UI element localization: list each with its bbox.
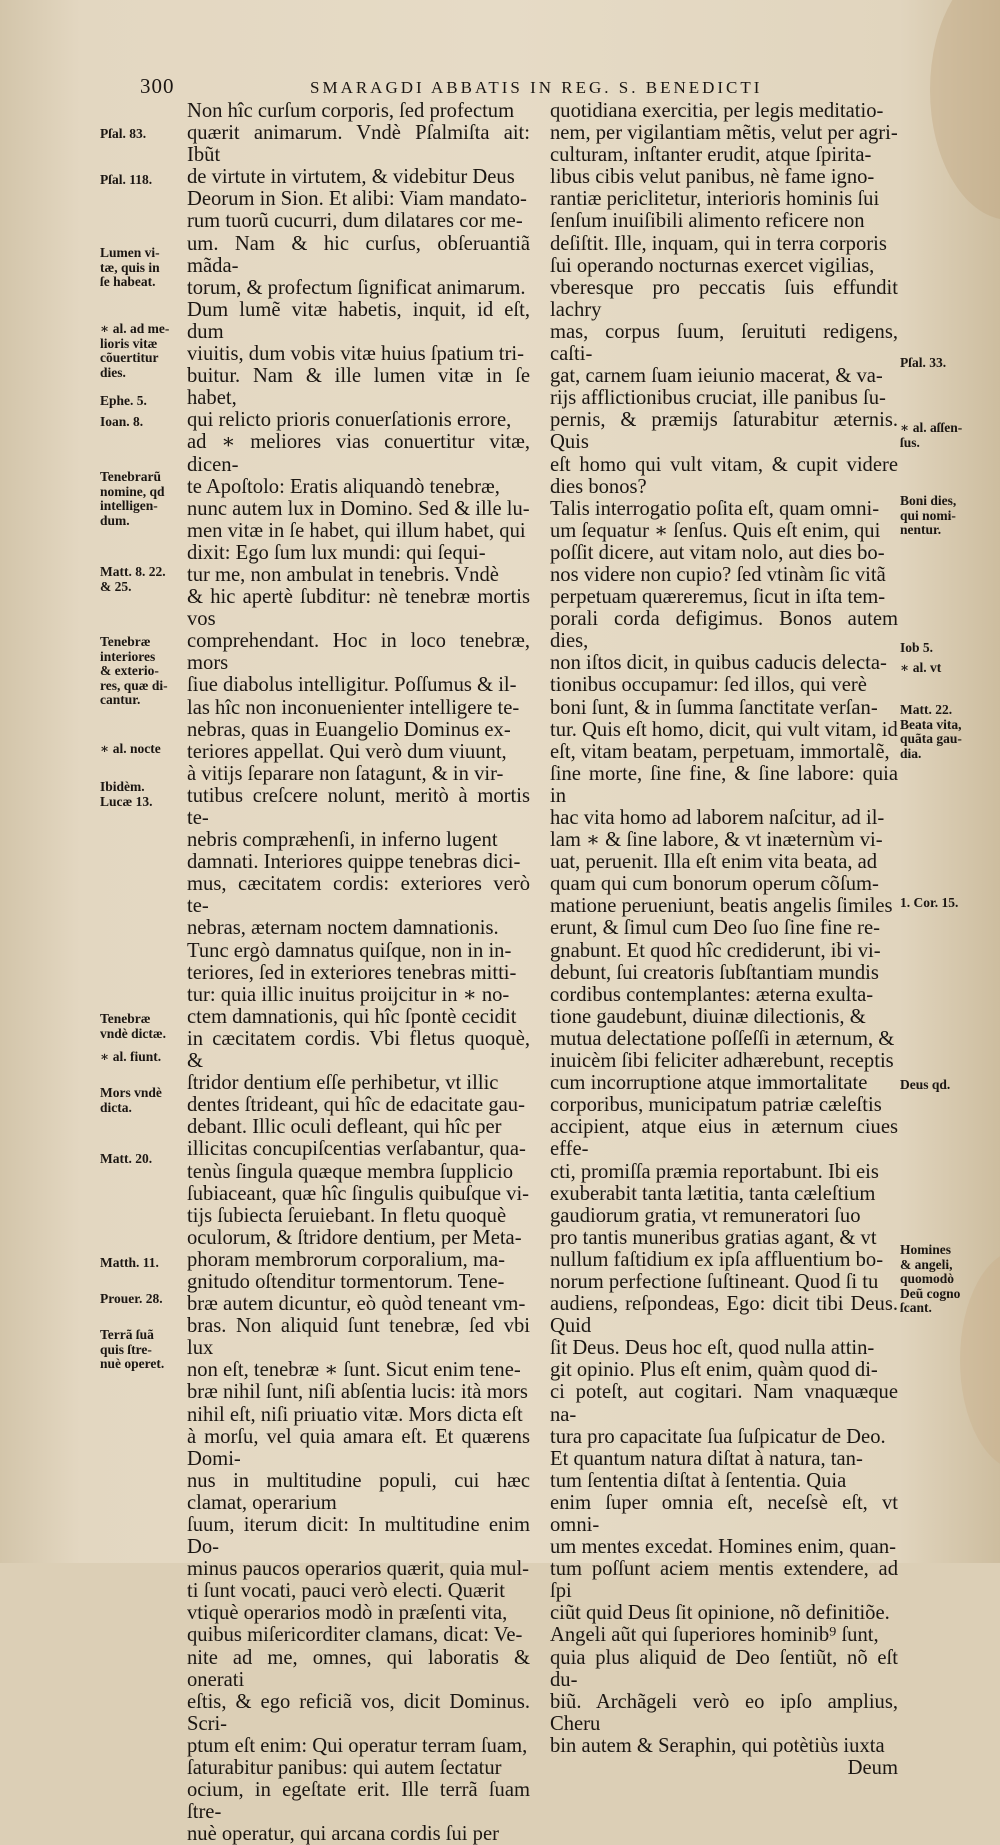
text-line: quia plus aliquid de Deo ſentiũt, nõ eſt du- xyxy=(550,1646,898,1691)
text-line: git opinio. Plus eſt enim, quàm quod di- xyxy=(550,1359,878,1382)
text-line: teriores appellat. Qui verò dum viuunt, xyxy=(187,740,507,763)
right-text-column xyxy=(550,100,898,1779)
text-line: vtiquè operarios modò in præſenti vita, xyxy=(187,1602,508,1625)
text-line: & hic apertè ſubditur: nè tenebræ mortis vos xyxy=(187,586,530,631)
text-line: tum ſententia diſtat à ſententia. Quia xyxy=(550,1469,847,1492)
text-line: ſubiaceant, quæ hîc ſingulis quibuſque vi- xyxy=(187,1182,530,1205)
text-line: dixit: Ego ſum lux mundi: qui ſequi- xyxy=(187,541,486,564)
text-line: gaudiorum gratia, vt remuneratori ſuo xyxy=(550,1204,861,1227)
text-line: mutua delectatione poſſeſſi in æternum, & xyxy=(550,1027,895,1050)
text-line: uat, peruenit. Illa eſt enim vita beata, ad xyxy=(550,851,878,874)
margin-note: Boni dies, qui nomi- nentur. xyxy=(900,493,957,537)
text-line: biũ. Archãgeli verò eo ipſo amplius, Cheru xyxy=(550,1690,898,1735)
text-line: te Apoſtolo: Eratis aliquandò tenebræ, xyxy=(187,475,500,498)
text-line: minus paucos operarios quærit, quia mul- xyxy=(187,1558,530,1581)
text-line: tenùs ſingula quæque membra ſupplicio xyxy=(187,1160,514,1183)
text-line: Tunc ergò damnatus quiſque, non in in- xyxy=(187,939,512,962)
text-line: ad ∗ meliores vias conuertitur vitæ, dicen- xyxy=(187,431,530,476)
margin-note: Pſal. 33. xyxy=(900,355,947,370)
text-line: ſtridor dentium eſſe perhibetur, vt illic xyxy=(187,1072,499,1095)
text-line: tione gaudebunt, diuinæ dilectionis, & xyxy=(550,1005,866,1028)
margin-note: Mors vndè dicta. xyxy=(100,1085,162,1115)
text-line: nebras, quas in Euangelio Dominus ex- xyxy=(187,718,511,741)
text-line: illicitas concupiſcentias verſabantur, qua- xyxy=(187,1138,526,1161)
margin-note: Pſal. 118. xyxy=(100,172,153,187)
text-line: viuitis, dum vobis vitæ huius ſpatium tri- xyxy=(187,343,524,366)
margin-note: Homines & angeli, quomodò Deũ cogno ſcant. xyxy=(900,1242,961,1315)
text-line: audiens, reſpondeas, Ego: dicit tibi Deus. Quid xyxy=(550,1293,898,1338)
text-line: boni ſunt, & in ſumma ſanctitate verſan- xyxy=(550,696,878,719)
text-line: quotidiana exercitia, per legis meditatio- xyxy=(550,100,884,122)
text-line: rantiæ periclitetur, interioris hominis ſui xyxy=(550,188,880,211)
text-line: Angeli aũt qui ſuperiores hominib⁹ ſunt, xyxy=(550,1624,879,1647)
text-line: deſiſtit. Ille, inquam, qui in terra corporis xyxy=(550,232,887,255)
text-line: las hîc non inconuenienter intelligere te- xyxy=(187,696,520,719)
text-line: eſt homo qui vult vitam, & cupit videre dies bonos? xyxy=(550,453,898,498)
text-line: comprehendant. Hoc in loco tenebræ, mors xyxy=(187,630,530,675)
text-line: enim ſuper omnia eſt, neceſsè eſt, vt omni- xyxy=(550,1491,898,1536)
margin-note: Matt. 8. 22. & 25. xyxy=(100,564,166,594)
text-line: tura pro capacitate ſua ſuſpicatur de Deo. xyxy=(550,1425,886,1448)
margin-note: Matth. 11. xyxy=(100,1255,159,1270)
text-line: mas, corpus ſuum, ſeruituti redigens, caſti- xyxy=(550,320,898,366)
margin-note: Terrã ſuã quis ſtre- nuè operet. xyxy=(100,1327,165,1371)
text-line: tutibus creſcere nolunt, meritò à mortis te- xyxy=(187,784,530,829)
text-line: de virtute in virtutem, & videbitur Deus xyxy=(187,166,515,189)
margin-note: Tenebrarũ nomine, qd intelligen- dum. xyxy=(100,469,165,528)
text-line: pernis, & præmijs ſaturabitur æternis. Quis xyxy=(550,409,898,454)
text-line: oculorum, & ſtridore dentium, per Meta- xyxy=(187,1226,522,1249)
text-line: ſit Deus. Deus hoc eſt, quod nulla attin- xyxy=(550,1337,875,1360)
text-line: debant. Illic oculi defleant, qui hîc per xyxy=(187,1116,502,1139)
text-line: men vitæ in ſe habet, qui illum habet, qui xyxy=(187,519,526,542)
margin-note: Tenebræ vndè dictæ. xyxy=(100,1011,167,1041)
text-line: nus in multitudine populi, cui hæc clamat, operarium xyxy=(187,1469,530,1514)
text-line: ctem damnationis, qui hîc ſpontè cecidit xyxy=(187,1005,517,1028)
text-line: in cæcitatem cordis. Vbi fletus quoquè, & xyxy=(187,1027,530,1073)
margin-note: Pſal. 83. xyxy=(100,126,147,141)
text-line: pro tantis muneribus gratias agant, & vt xyxy=(550,1226,877,1249)
margin-note: Matt. 20. xyxy=(100,1151,153,1166)
text-line: à morſu, vel quia amara eſt. Et quærens Domi- xyxy=(187,1425,530,1470)
text-line: phoram membrorum corporalium, ma- xyxy=(187,1248,505,1271)
margin-note: ∗ al. aſſen- ſus. xyxy=(900,420,963,450)
text-line: ciũt quid Deus ſit opinione, nõ definitiõe. xyxy=(550,1602,890,1625)
text-line: tur me, non ambulat in tenebris. Vndè xyxy=(187,563,499,586)
text-line: culturam, inſtanter erudit, atque ſpirita- xyxy=(550,144,872,167)
text-line: qui relicto prioris conuerſationis errore, xyxy=(187,409,512,432)
text-line: nebris compræhenſi, in inferno lugent xyxy=(187,829,498,852)
text-line: Dum lumẽ vitæ habetis, inquit, id eſt, dum xyxy=(187,298,530,343)
text-line: accipient, atque eius in æternum ciues effe- xyxy=(550,1116,898,1161)
text-line: porali corda defigimus. Bonos autem dies, xyxy=(550,608,898,653)
margin-note: ∗ al. vt xyxy=(900,660,942,675)
margin-note: Ibidèm. Lucæ 13. xyxy=(100,779,153,809)
running-title: SMARAGDI ABBATIS IN REG. S. BENEDICTI xyxy=(310,78,763,97)
text-line: norum perfectione ſuſtineant. Quod ſi tu xyxy=(550,1270,879,1293)
text-line: Talis interrogatio poſita eſt, quam omni- xyxy=(550,497,880,520)
text-line: Et quantum natura diſtat à natura, tan- xyxy=(550,1447,863,1470)
text-line: perpetuam quæreremus, ſicut in iſta tem- xyxy=(550,586,886,609)
margin-note: Tenebræ interiores & exterio- res, quæ di- cantur. xyxy=(100,634,168,707)
margin-note: Ephe. 5. xyxy=(100,393,147,408)
text-line: teriores, ſed in exteriores tenebras mitti- xyxy=(187,961,517,984)
text-line: gnitudo oſtenditur tormentorum. Tene- xyxy=(187,1270,505,1293)
text-line: quærit animarum. Vndè Pſalmiſta ait: Ibũt xyxy=(187,122,530,167)
text-line: tijs ſubiecta ſeruiebant. In fletu quoquè xyxy=(187,1204,507,1227)
text-line: lam ∗ & ſine labore, & vt inæternùm vi- xyxy=(550,829,883,852)
text-line: ti ſunt vocati, pauci verò electi. Quærit xyxy=(187,1580,505,1603)
text-line: gat, carnem ſuam ieiunio macerat, & va- xyxy=(550,365,883,388)
text-line: dentes ſtrideant, qui hîc de edacitate gau- xyxy=(187,1094,525,1117)
text-line: um ſequatur ∗ ſenſus. Quis eſt enim, qui xyxy=(550,519,881,542)
text-line: bin autem & Seraphin, qui potètiùs iuxta xyxy=(550,1734,885,1757)
text-line: mus, cæcitatem cordis: exteriores verò te- xyxy=(187,873,530,918)
margin-note: ∗ al. nocte xyxy=(100,741,161,756)
text-line: nem, per vigilantiam mẽtis, velut per agri- xyxy=(550,122,898,145)
text-line: ptum eſt enim: Qui operatur terram ſuam, xyxy=(187,1734,528,1757)
margin-note: Prouer. 28. xyxy=(100,1291,163,1306)
text-line: cordibus contemplantes: æterna exulta- xyxy=(550,983,874,1006)
text-line: exuberabit tanta lætitia, tanta cæleſtium xyxy=(550,1182,876,1205)
text-line: nihil eſt, niſi priuatio vitæ. Mors dicta eſt xyxy=(187,1403,523,1426)
text-line: tur: quia illic inuitus proijcitur in ∗ no- xyxy=(187,983,510,1006)
page-stain xyxy=(930,0,1000,220)
margin-note: Lumen vi- tæ, quis in ſe habeat. xyxy=(100,245,160,289)
text-line: ci poteſt, aut cogitari. Nam vnaquæque na- xyxy=(550,1381,898,1426)
text-line: nite ad me, omnes, qui laboratis & onerati xyxy=(187,1646,530,1691)
text-line: eſt, vitam beatam, perpetuam, immortalẽ, xyxy=(550,740,890,763)
text-line: quam qui cum bonorum operum cõſum- xyxy=(550,873,879,896)
margin-note: ∗ al. fiunt. xyxy=(100,1049,162,1064)
text-line: bræ autem dicuntur, eò quòd teneant vm- xyxy=(187,1293,526,1316)
text-line: cti, promiſſa præmia reportabunt. Ibi eis xyxy=(550,1160,879,1183)
text-line: non eſt, tenebræ ∗ ſunt. Sicut enim tene- xyxy=(187,1359,521,1382)
page-number: 300 xyxy=(140,74,175,98)
text-line: non iſtos dicit, in quibus caducis delecta- xyxy=(550,652,887,675)
text-line: um mentes excedat. Homines enim, quan- xyxy=(550,1536,896,1559)
text-line: quibus miſericorditer clamans, dicat: Ve- xyxy=(187,1624,523,1647)
text-line: tur. Quis eſt homo, dicit, qui vult vitam, id xyxy=(550,718,898,741)
text-line: buitur. Nam & ille lumen vitæ in ſe habet, xyxy=(187,365,530,410)
margin-note: 1. Cor. 15. xyxy=(900,895,959,910)
running-header xyxy=(140,74,960,102)
text-line: ocium, in egeſtate erit. Ille terrã ſuam ſtre- xyxy=(187,1779,530,1824)
margin-note: Matt. 22. Beata vita, quãta gau- dia. xyxy=(900,702,962,761)
text-line: nunc autem lux in Domino. Sed & ille lu- xyxy=(187,497,530,520)
text-line: vberesque pro peccatis ſuis effundit lachry xyxy=(550,276,898,321)
margin-note: Ioan. 8. xyxy=(100,414,144,429)
text-line: um. Nam & hic curſus, obſeruantiã mãda- xyxy=(187,232,530,277)
text-line: matione perueniunt, beatis angelis ſimiles xyxy=(550,895,893,918)
text-line: nos videre non cupio? ſed vtinàm ſic vitã xyxy=(550,563,886,586)
text-line: nuè operatur, qui arcana cordis ſui per xyxy=(187,1823,499,1845)
margin-note: ∗ al. ad me- lioris vitæ cõuertitur dies. xyxy=(100,321,170,380)
text-line: tionibus occupamur: ſed illos, qui verè xyxy=(550,674,867,697)
text-line: à vitijs ſeparare non ſatagunt, & in vir- xyxy=(187,762,504,785)
margin-note: Iob 5. xyxy=(900,640,934,655)
text-line: damnati. Interiores quippe tenebras dici- xyxy=(187,851,521,874)
text-line: gnabunt. Et quod hîc crediderunt, ibi vi- xyxy=(550,939,881,962)
left-text-column xyxy=(187,100,530,1845)
text-line: hac vita homo ad laborem naſcitur, ad il- xyxy=(550,807,885,829)
text-line: ſaturabitur panibus: qui autem ſectatur xyxy=(187,1757,502,1780)
text-line: corporibus, municipatum patriæ cæleſtis xyxy=(550,1094,882,1117)
text-line: ſine morte, ſine fine, & ſine labore: quia in xyxy=(550,762,898,807)
text-line: poſſit dicere, aut vitam nolo, aut dies bo- xyxy=(550,541,885,564)
text-line: bræ nihil ſunt, niſi abſentia lucis: ità mors xyxy=(187,1381,528,1404)
text-line: inuicèm ſibi feliciter adhærebunt, receptis xyxy=(550,1050,894,1073)
text-line: ſuum, iterum dicit: In multitudine enim Do- xyxy=(187,1514,530,1559)
text-line: torum, & profectum ſignificat animarum. xyxy=(187,276,526,299)
text-line: nebras, æternam noctem damnationis. xyxy=(187,917,499,940)
text-line: rijs afflictionibus cruciat, ille panibus ſu- xyxy=(550,387,886,410)
text-line: cum incorruptione atque immortalitate xyxy=(550,1072,868,1095)
text-line: Non hîc curſum corporis, ſed profectum xyxy=(187,100,515,122)
text-line: tum poſſunt aciem mentis extendere, ad ſpi xyxy=(550,1558,898,1603)
text-line: bras. Non aliquid ſunt tenebræ, ſed vbi lux xyxy=(187,1315,530,1360)
text-line: rum tuorũ cucurri, dum dilatares cor me- xyxy=(187,210,523,233)
text-line: Deum xyxy=(847,1757,898,1780)
text-line: ſiue diabolus intelligitur. Poſſumus & il- xyxy=(187,674,517,697)
text-line: ſui operando nocturnas exercet vigilias, xyxy=(550,254,875,277)
text-line: Deorum in Sion. Et alibi: Viam mandato- xyxy=(187,188,527,211)
text-line: erunt, & ſimul cum Deo ſuo ſine fine re- xyxy=(550,917,880,940)
text-line: eſtis, & ego reficiã vos, dicit Dominus. Scri- xyxy=(187,1690,530,1735)
text-line: nullum faſtidium ex ipſa affluentium bo- xyxy=(550,1248,884,1271)
margin-note: Deus qd. xyxy=(900,1077,951,1092)
text-line: ſenſum inuiſibili alimento reficere non xyxy=(550,210,865,233)
text-line: libus cibis velut panibus, nè fame igno- xyxy=(550,166,875,189)
text-line: debunt, ſui creatoris ſubſtantiam mundis xyxy=(550,961,879,984)
page-stain xyxy=(960,1250,1000,1470)
